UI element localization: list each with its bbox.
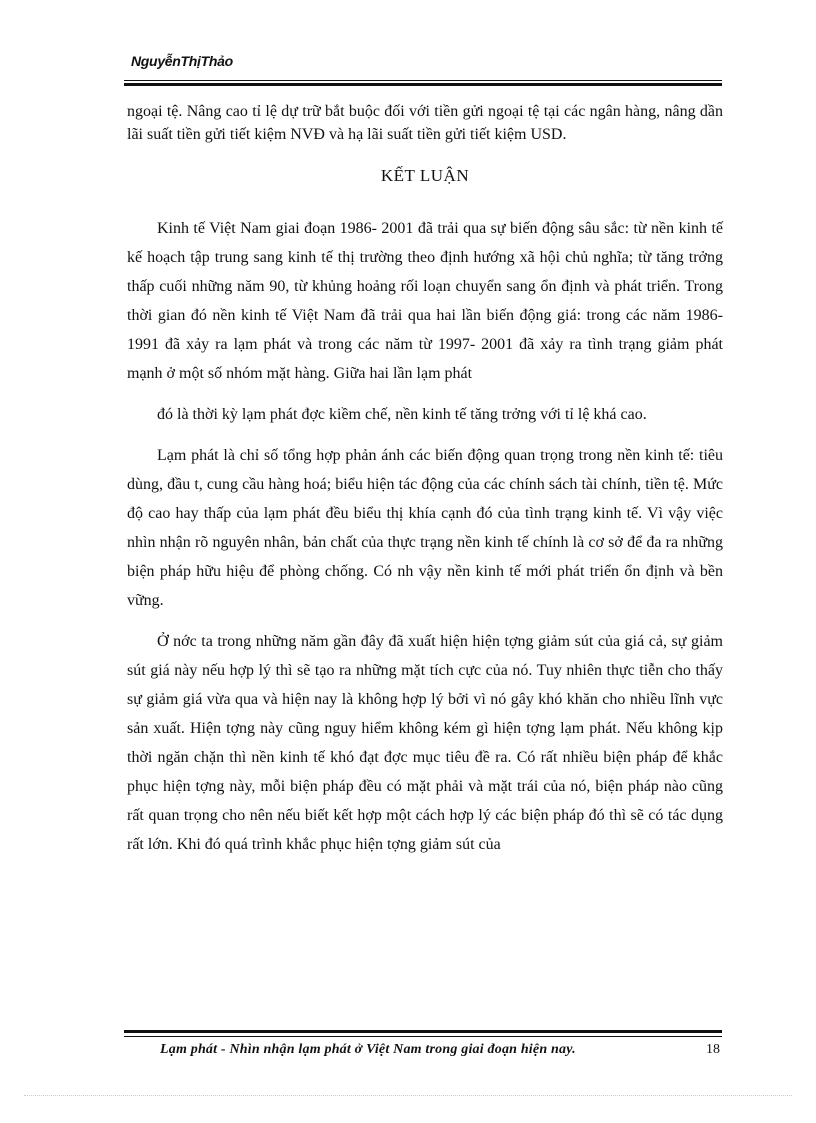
top-paragraph: ngoại tệ. Nâng cao tỉ lệ dự trữ bắt buộc đối với tiền gửi ngoại tệ tại các ngân hàng, nâng dần lãi suất tiền gửi tiết kiệm NVĐ và hạ lãi suất tiền gửi tiết kiệm USD.: [127, 103, 723, 143]
footer-rule-thin: [124, 1036, 722, 1037]
paragraph-2: đó là thời kỳ lạm phát đợc kiềm chế, nền kinh tế tăng trởng với tỉ lệ khá cao.: [157, 406, 647, 423]
header-author: NguyễnThịThảo: [131, 53, 233, 69]
bottom-divider: [24, 1095, 792, 1096]
paragraph-3: Lạm phát là chỉ số tổng hợp phản ánh các biến động quan trọng trong nền kinh tế: tiêu dùng, đầu t, cung cầu hàng hoá; biểu hiện tác động của các chính sách tài chính, tiền tệ. Mức độ cao hay thấp của lạm phát đều biểu thị khía cạnh đó của tình trạng kinh tế. Vì vậy việc nhìn nhận rõ nguyên nhân, bản chất của thực trạng nền kinh tế chính là cơ sở để đa ra những biện pháp hữu hiệu để phòng chống. Có nh vậy nền kinh tế mới phát triển ổn định và bền vững.: [127, 447, 723, 609]
paragraph-1: Kinh tế Việt Nam giai đoạn 1986- 2001 đã trải qua sự biến động sâu sắc: từ nền kinh tế kế hoạch tập trung sang kinh tế thị trường theo định hướng xã hội chủ nghĩa; từ tăng trởng thấp cuối những năm 90, từ khủng hoảng rối loạn chuyển sang ổn định và phát triển. Trong thời gian đó nền kinh tế Việt Nam đã trải qua hai lần biến động giá: trong các năm 1986- 1991 đã xảy ra lạm phát và trong các năm từ 1997- 2001 đã xảy ra tình trạng giảm phát mạnh ở một số nhóm mặt hàng. Giữa hai lần lạm phát: [127, 220, 723, 382]
page-number: 18: [706, 1042, 720, 1057]
page-content: [127, 100, 723, 871]
footer-rule-thick: [124, 1030, 722, 1033]
section-heading: KẾT LUẬN: [380, 166, 470, 185]
footer-title: Lạm phát - Nhìn nhận lạm phát ở Việt Nam trong giai đoạn hiện nay.: [160, 1042, 576, 1057]
header-rule-thin: [124, 80, 722, 81]
paragraph-4: Ở nớc ta trong những năm gần đây đã xuất hiện hiện tợng giảm sút của giá cả, sự giảm sút giá này nếu hợp lý thì sẽ tạo ra những mặt tích cực của nó. Tuy nhiên thực tiễn cho thấy sự giảm giá vừa qua và hiện nay là không hợp lý bởi vì nó gây khó khăn cho nhiều lĩnh vực sản xuất. Hiện tợng này cũng nguy hiểm không kém gì hiện tợng lạm phát. Nếu không kịp thời ngăn chặn thì nền kinh tế khó đạt đợc mục tiêu đề ra. Có rất nhiều biện pháp để khắc phục hiện tợng này, mỗi biện pháp đều có mặt phải và mặt trái của nó, biện pháp nào cũng rất quan trọng cho nên nếu biết kết hợp một cách hợp lý các biện pháp đó thì sẽ có tác dụng rất lớn. Khi đó quá trình khắc phục hiện tợng giảm sút của: [127, 633, 723, 853]
header-rule-thick: [124, 83, 722, 86]
body-text: [127, 214, 723, 859]
